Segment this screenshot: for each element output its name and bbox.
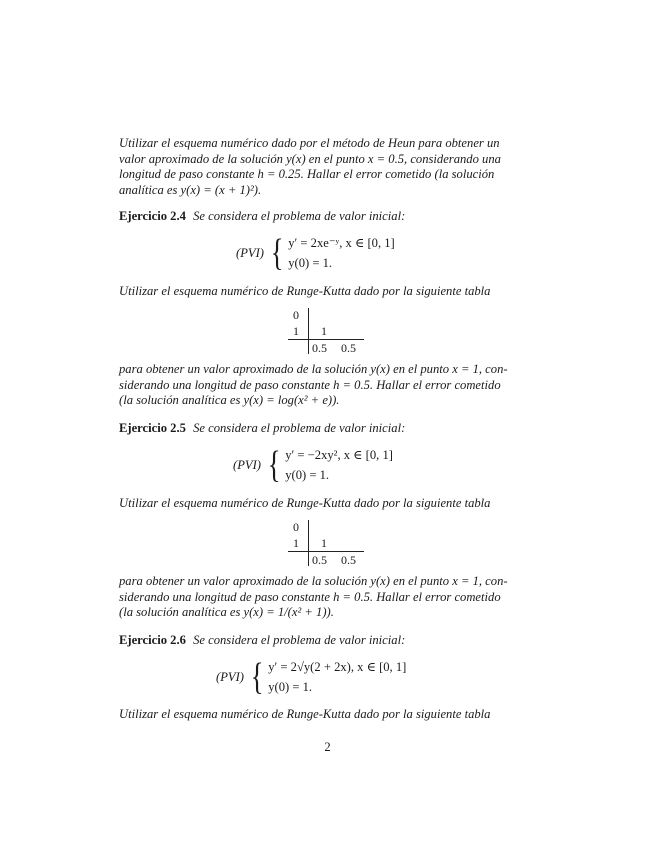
exercise-heading: Ejercicio 2.6 [119,633,186,647]
intro-line: Utilizar el esquema numérico dado por el método de Heun para obtener un [119,136,500,150]
conclusion-line: (la solución analítica es y(x) = log(x² + e)). [119,393,340,408]
conclusion-line: siderando una longitud de paso constante h = 0.5. Hallar el error cometido [119,377,501,392]
exercise-statement: Se considera el problema de valor inicial: [193,633,406,647]
intro-paragraph [119,136,535,199]
tableau-a21: 1 [321,324,327,338]
left-brace-icon: { [267,444,281,486]
pvi-label: (PVI) [236,246,264,260]
tableau-vertical-rule [308,308,309,354]
initial-condition: y(0) = 1. [288,256,333,270]
ivp-system-2-5 [233,445,393,485]
tableau-horizontal-rule [288,551,364,552]
rk-intro-text: Utilizar el esquema numérico de Runge-Kutta dado por la siguiente tabla [119,496,491,510]
conclusion-line: (la solución analítica es y(x) = 1/(x² + 1)). [119,605,334,620]
ivp-system-2-6 [216,657,406,697]
left-brace-icon: { [250,656,264,698]
exercise-statement: Se considera el problema de valor inicial: [193,209,406,223]
tableau-a21: 1 [321,536,327,550]
rk-intro-2-4 [119,284,535,300]
ode-equation: y′ = 2√y(2 + 2x), x ∈ [0, 1] [268,660,407,674]
intro-line: analítica es y(x) = (x + 1)²). [119,183,262,198]
conclusion-line: para obtener un valor aproximado de la solución y(x) en el punto x = 1, con- [119,362,508,376]
rk-intro-2-5 [119,496,535,512]
rk-intro-text: Utilizar el esquema numérico de Runge-Kutta dado por la siguiente tabla [119,707,491,721]
butcher-tableau-2-5 [288,520,368,568]
tableau-c2: 1 [293,536,299,550]
tableau-c1: 0 [293,520,299,534]
conclusion-2-5 [119,574,535,621]
initial-condition: y(0) = 1. [268,680,313,694]
tableau-b1: 0.5 [312,341,327,355]
conclusion-line: para obtener un valor aproximado de la solución y(x) en el punto x = 1, con- [119,574,508,588]
initial-condition: y(0) = 1. [285,468,330,482]
exercise-heading: Ejercicio 2.4 [119,209,186,223]
pvi-label: (PVI) [216,670,244,684]
tableau-c2: 1 [293,324,299,338]
conclusion-line: siderando una longitud de paso constante h = 0.5. Hallar el error cometido [119,589,501,604]
ode-equation: y′ = 2xe⁻ʸ, x ∈ [0, 1] [288,236,395,250]
tableau-b1: 0.5 [312,553,327,567]
tableau-b2: 0.5 [341,341,356,355]
ivp-system-2-4 [236,233,395,273]
left-brace-icon: { [270,232,284,274]
exercise-2-4-heading-line [119,209,535,225]
ode-equation: y′ = −2xy², x ∈ [0, 1] [285,448,393,462]
tableau-b2: 0.5 [341,553,356,567]
rk-intro-2-6 [119,707,535,723]
pvi-label: (PVI) [233,458,261,472]
conclusion-2-4 [119,362,535,409]
intro-line: longitud de paso constante h = 0.25. Hallar el error cometido (la solución [119,167,495,182]
rk-intro-text: Utilizar el esquema numérico de Runge-Kutta dado por la siguiente tabla [119,284,491,298]
butcher-tableau-2-4 [288,308,368,356]
exercise-2-5-heading-line [119,421,535,437]
exercise-2-6-heading-line [119,633,535,649]
page-number: 2 [324,740,331,754]
exercise-heading: Ejercicio 2.5 [119,421,186,435]
intro-line: valor aproximado de la solución y(x) en el punto x = 0.5, considerando una [119,151,501,166]
tableau-c1: 0 [293,308,299,322]
tableau-vertical-rule [308,520,309,566]
exercise-statement: Se considera el problema de valor inicial: [193,421,406,435]
tableau-horizontal-rule [288,339,364,340]
